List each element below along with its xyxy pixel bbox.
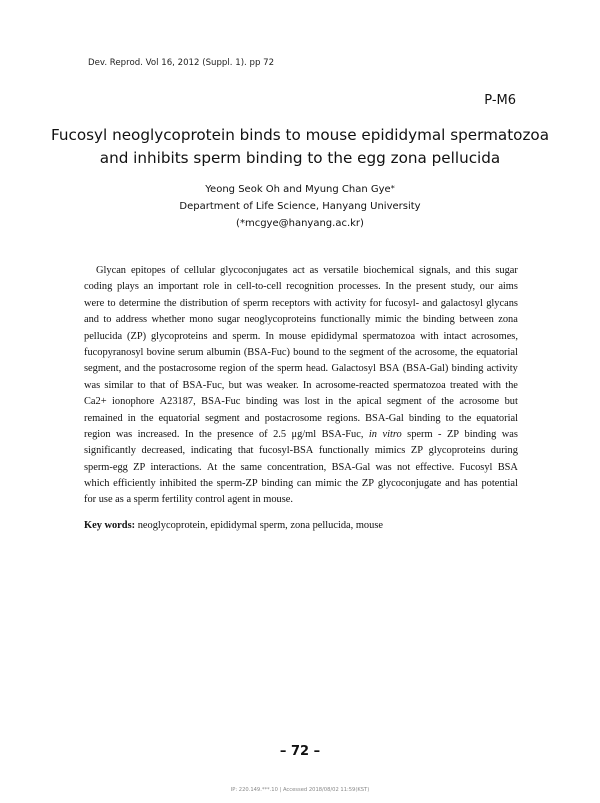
abstract-word: equatorial — [158, 412, 201, 424]
abstract-word: and — [124, 363, 140, 375]
abstract-word: binding — [423, 314, 455, 326]
abstract-line — [84, 279, 518, 295]
author-email: (*mcgye@hanyang.ac.kr) — [236, 218, 364, 229]
abstract-word: equatorial — [476, 412, 518, 424]
abstract-word: address — [115, 314, 148, 326]
abstract-word: the — [505, 379, 518, 391]
abstract-body — [84, 263, 518, 509]
abstract-word: with — [420, 330, 439, 342]
abstract-word: and — [212, 330, 228, 342]
abstract-word: At — [206, 461, 218, 473]
abstract-line — [84, 476, 518, 492]
abstract-word: of — [231, 297, 240, 309]
abstract-word: for — [84, 494, 99, 506]
abstract-word: increased. — [137, 428, 180, 440]
abstract-word: segment — [349, 346, 385, 358]
abstract-word: plays — [116, 281, 139, 293]
abstract-code: P-M6 — [484, 93, 516, 108]
abstract-word: sperm — [133, 494, 162, 506]
abstract-word: mimics — [374, 445, 406, 457]
abstract-word: a — [126, 494, 134, 506]
abstract-line — [84, 411, 518, 427]
abstract-word: the — [261, 363, 274, 375]
keywords — [84, 520, 383, 531]
affiliation: Department of Life Science, Hanyang University — [179, 201, 421, 212]
abstract-word: sugar — [217, 314, 240, 326]
abstract-word: region — [84, 428, 111, 440]
abstract-word: functionally — [318, 445, 370, 457]
abstract-word: segment — [205, 412, 240, 424]
abstract-word: the — [140, 412, 154, 424]
abstract-word: the — [398, 281, 412, 293]
abstract-word: processes. — [338, 281, 381, 293]
abstract-word: binding — [451, 363, 484, 375]
abstract-word: fertility — [161, 494, 196, 506]
abstract-word: glycoconjugates — [220, 265, 288, 276]
abstract-word: mimic — [315, 478, 342, 490]
abstract-word: BSA-Gal — [365, 412, 404, 424]
author-block — [0, 181, 600, 232]
abstract-word: of — [169, 379, 179, 391]
abstract-word: acrosome, — [414, 346, 458, 358]
abstract-word: sperm-egg — [84, 461, 128, 473]
journal-citation: Dev. Reprod. Vol 16, 2012 (Suppl. 1). pp 72 — [88, 58, 275, 68]
abstract-word: and — [445, 478, 461, 490]
abstract-word: receptors — [271, 297, 310, 309]
abstract-word: sperm — [243, 297, 269, 309]
abstract-line — [84, 345, 518, 361]
abstract-word: present — [416, 281, 447, 293]
abstract-word: apical — [356, 396, 382, 408]
abstract-word: sperm-ZP — [216, 478, 258, 490]
abstract-word: cell-to-cell — [236, 281, 282, 293]
abstract-word: important — [158, 281, 199, 293]
abstract-word: similar — [104, 379, 134, 391]
abstract-word: (BSA-Fuc) — [243, 346, 291, 358]
abstract-word: but — [504, 396, 518, 408]
abstract-word: in — [223, 281, 232, 293]
abstract-word: the — [199, 428, 212, 440]
abstract-word: epididymal — [310, 330, 358, 342]
abstract-word: segment, — [84, 363, 122, 375]
abstract-word: galactosyl — [440, 297, 483, 309]
abstract-word: signals, — [419, 265, 451, 276]
title-line-1: Fucosyl neoglycoprotein binds to mouse epididymal spermatozoa — [50, 126, 550, 144]
abstract-word: treated — [449, 379, 479, 391]
abstract-word: the — [399, 346, 412, 358]
abstract-word: were — [84, 297, 105, 309]
abstract-word: in — [252, 494, 264, 506]
abstract-word: of — [387, 346, 396, 358]
abstract-word: to — [322, 346, 331, 358]
abstract-word: postacrosome — [158, 363, 217, 375]
abstract-word: mouse. — [263, 494, 293, 506]
abstract-word: sperm — [407, 428, 433, 440]
author-names: Yeong Seok Oh and Myung Chan Gye — [205, 184, 391, 195]
abstract-word: spermatozoa — [362, 330, 416, 342]
abstract-word: potential — [481, 478, 518, 490]
abstract-word: this — [475, 265, 491, 276]
page-number: – 72 – — [279, 744, 321, 759]
abstract-word: acrosome — [459, 396, 500, 408]
abstract-word: an — [143, 281, 154, 293]
abstract-word: efficiently — [113, 478, 156, 490]
abstract-word: In — [302, 379, 312, 391]
abstract-line — [84, 394, 518, 410]
abstract-word: with — [313, 297, 332, 309]
abstract-word: (BSA-Gal) — [402, 363, 449, 375]
abstract-word: inhibited — [159, 478, 197, 490]
abstract-word: indicating — [190, 445, 233, 457]
abstract-word: and — [244, 412, 260, 424]
corresponding-star: * — [390, 184, 395, 193]
abstract-word: albumin — [206, 346, 241, 358]
abstract-word: interactions. — [150, 461, 202, 473]
abstract-word: between — [459, 314, 494, 326]
abstract-word: 2.5 — [273, 428, 287, 440]
abstract-word: the — [458, 412, 472, 424]
abstract-word: the — [338, 396, 352, 408]
abstract-word: same — [240, 461, 262, 473]
abstract-word: epitopes — [130, 265, 166, 276]
abstract-word: and — [422, 297, 438, 309]
abstract-word: that — [237, 445, 254, 457]
abstract-word: BSA-Fuc, — [182, 379, 225, 391]
abstract-word: aims — [498, 281, 518, 293]
abstract-word: has — [463, 478, 478, 490]
abstract-word: zona — [498, 314, 518, 326]
abstract-word: BSA-Fuc — [201, 396, 241, 408]
abstract-line — [84, 361, 518, 377]
abstract-word: the — [345, 478, 359, 490]
abstract-word: can — [296, 478, 312, 490]
abstract-word: head. — [305, 363, 329, 375]
abstract-word: control — [195, 494, 228, 506]
author-names-row — [0, 181, 600, 198]
abstract-line — [84, 378, 518, 394]
abstract-word: the — [200, 478, 213, 490]
abstract-word: as — [115, 494, 127, 506]
abstract-word: the — [460, 346, 474, 358]
abstract-word: and — [455, 265, 471, 276]
abstract-word: role — [203, 281, 220, 293]
abstract-word: biochemical — [363, 265, 415, 276]
abstract-word: ZP — [446, 428, 460, 440]
abstract-word: the — [441, 396, 454, 408]
abstract-word: in — [127, 412, 136, 424]
abstract-word: binding — [408, 412, 441, 424]
keywords-label: Key words: — [84, 520, 136, 531]
abstract-word: binding — [261, 478, 294, 490]
abstract-line — [84, 492, 518, 508]
abstract-word: functionally — [320, 314, 371, 326]
abstract-word: but — [228, 379, 242, 391]
abstract-word: Ca2+ — [84, 396, 107, 408]
abstract-word: In — [385, 281, 394, 293]
abstract-word: the — [333, 346, 347, 358]
abstract-word: neoglycoproteins — [244, 314, 316, 326]
abstract-word: to — [107, 297, 116, 309]
abstract-word: was — [375, 461, 392, 473]
abstract-word: serum — [178, 346, 204, 358]
abstract-word: bound — [293, 346, 320, 358]
abstract-word: distribution — [179, 297, 228, 309]
abstract-word: postacrosome — [264, 412, 322, 424]
abstract-word: to — [103, 314, 112, 326]
abstract-line — [84, 443, 518, 459]
abstract-word: of — [170, 265, 180, 276]
abstract-word: weaker. — [266, 379, 299, 391]
access-footer: IP: 220.149.***.10 | Accessed 2018/08/02 11:59(KST) — [230, 787, 370, 793]
abstract-word: as — [309, 265, 319, 276]
abstract-word: pellucida — [84, 330, 123, 342]
abstract-word: that — [149, 379, 166, 391]
abstract-word: to — [445, 412, 454, 424]
abstract-word: concentration, — [267, 461, 327, 473]
abstract-word: whether — [151, 314, 185, 326]
abstract-word: sugar — [495, 265, 518, 276]
abstract-line — [84, 427, 518, 443]
abstract-word: ionophore — [112, 396, 155, 408]
abstract-word: mouse — [278, 330, 307, 342]
abstract-word: of — [427, 396, 436, 408]
abstract-word: In — [184, 428, 194, 440]
abstract-word: was — [116, 428, 133, 440]
abstract-word: to — [137, 379, 146, 391]
abstract-word: agent — [227, 494, 253, 506]
abstract-word: of — [249, 363, 258, 375]
abstract-word: acrosomes, — [471, 330, 518, 342]
abstract-word: was — [283, 396, 300, 408]
abstract-word: mimic — [374, 314, 402, 326]
abstract-line — [84, 296, 518, 312]
abstract-word: Galactosyl — [331, 363, 376, 375]
abstract-word: ZP — [133, 461, 146, 473]
abstract-word: cellular — [184, 265, 216, 276]
abstract-word: was — [84, 379, 101, 391]
abstract-word: sperm. — [232, 330, 261, 342]
abstract-word: activity — [486, 363, 518, 375]
abstract-word: versatile — [323, 265, 359, 276]
title-line-2: and inhibits sperm binding to the egg zona pellucida — [99, 149, 501, 167]
abstract-word: Fucosyl — [459, 461, 493, 473]
abstract-word: the — [163, 297, 177, 309]
abstract-word: BSA — [497, 461, 518, 473]
abstract-word: was — [246, 379, 263, 391]
abstract-word: bovine — [146, 346, 175, 358]
abstract-word: intact — [443, 330, 467, 342]
abstract-word: was — [501, 428, 518, 440]
abstract-word: mono — [189, 314, 214, 326]
abstract-word: remained — [84, 412, 123, 424]
abstract-word: ZP — [410, 445, 424, 457]
abstract-word: decreased, — [141, 445, 186, 457]
abstract-word: act — [292, 265, 305, 276]
abstract-word: presence — [217, 428, 254, 440]
abstract-word: binding — [464, 428, 497, 440]
abstract-word: not — [396, 461, 411, 473]
abstract-word: binding — [245, 396, 278, 408]
abstract-line — [84, 329, 518, 345]
abstract-word: BSA — [379, 363, 400, 375]
abstract-word: glycoproteins — [428, 445, 486, 457]
abstract-word: and — [84, 314, 100, 326]
abstract-word: our — [479, 281, 494, 293]
abstract-word: equatorial — [476, 346, 518, 358]
abstract-word: the — [142, 363, 156, 375]
abstract-word: recognition — [286, 281, 334, 293]
abstract-word: (ZP) — [127, 330, 147, 342]
abstract-word: region — [219, 363, 246, 375]
abstract-word: regions. — [326, 412, 361, 424]
abstract-word: fucopyranosyl — [84, 346, 144, 358]
abstract-word: use — [98, 494, 116, 506]
abstract-word: determine — [118, 297, 161, 309]
abstract-word: glycans — [486, 297, 518, 309]
abstract-word: BSA-Fuc, — [321, 428, 364, 440]
abstract-word: spermatozoa — [393, 379, 446, 391]
abstract-word: vitro — [382, 428, 402, 440]
abstract-word: In — [265, 330, 274, 342]
abstract-word: BSA-Gal — [331, 461, 371, 473]
abstract-word: A23187, — [159, 396, 196, 408]
abstract-word: lost — [304, 396, 320, 408]
abstract-word: ZP — [361, 478, 375, 490]
abstract-word: fucosyl- — [385, 297, 420, 309]
abstract-word: the — [222, 461, 236, 473]
abstract-word: glycoconjugate — [377, 478, 442, 490]
abstract-word: - — [438, 428, 442, 440]
abstract-word: for — [369, 297, 382, 309]
abstract-word: in — [368, 428, 378, 440]
abstract-word: with — [482, 379, 501, 391]
abstract-word: which — [84, 478, 110, 490]
abstract-word: Glycan — [96, 265, 127, 276]
keywords-text: neoglycoprotein, epididymal sperm, zona pellucida, mouse — [137, 520, 383, 531]
abstract-word: coding — [84, 281, 113, 293]
abstract-word: during — [490, 445, 518, 457]
abstract-word: sperm — [277, 363, 303, 375]
abstract-word: activity — [335, 297, 367, 309]
abstract-line — [84, 312, 518, 328]
abstract-word: significantly — [84, 445, 136, 457]
abstract-word: segment — [387, 396, 422, 408]
abstract-word: effective. — [415, 461, 455, 473]
paper-title — [0, 124, 600, 170]
abstract-word: acrosome-reacted — [315, 379, 389, 391]
abstract-word: fucosyl-BSA — [259, 445, 314, 457]
abstract-line — [84, 263, 518, 279]
abstract-word: μg/ml — [291, 428, 317, 440]
abstract-word: of — [258, 428, 268, 440]
abstract-word: study, — [450, 281, 476, 293]
abstract-line — [84, 460, 518, 476]
abstract-word: glycoproteins — [150, 330, 208, 342]
abstract-word: in — [325, 396, 334, 408]
abstract-word: the — [405, 314, 419, 326]
